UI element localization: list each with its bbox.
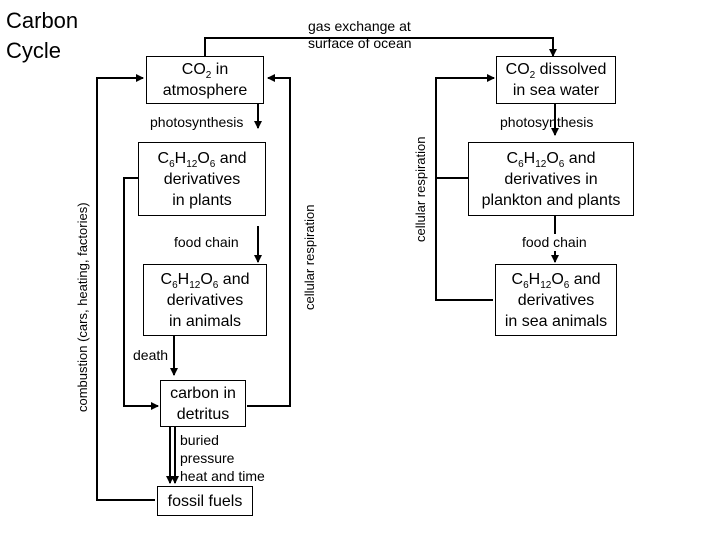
detritus-box bbox=[160, 380, 246, 427]
co2-atmosphere-line-2: atmosphere bbox=[162, 82, 248, 99]
sea-animals-line-2: derivatives bbox=[517, 291, 595, 309]
plankton-formula: $C_6H_{12}O_6$ and bbox=[506, 149, 596, 170]
animals-line-2: derivatives bbox=[166, 291, 244, 309]
co2-sea-water-line-1: $CO_2$ dissolved bbox=[505, 61, 607, 81]
photosynthesis-left-label: photosynthesis bbox=[150, 114, 244, 130]
co2-atmosphere-box bbox=[146, 56, 264, 104]
plants-formula: $C_6H_{12}O_6$ and bbox=[157, 149, 247, 170]
death-label: death bbox=[133, 347, 169, 363]
gas-exchange-label bbox=[308, 18, 412, 52]
animals-formula: $C_6H_{12}O_6$ and bbox=[160, 270, 250, 291]
gas-exchange-line-1: gas exchange at bbox=[308, 18, 411, 34]
plants-line-2: derivatives bbox=[163, 170, 241, 188]
title-line-1: Carbon bbox=[6, 8, 79, 33]
co2-atmosphere-line-1: $CO_2$ in bbox=[181, 61, 229, 81]
buried-line-1: buried bbox=[180, 432, 219, 448]
co2-sea-water-box bbox=[496, 56, 616, 104]
plankton-line-3: plankton and plants bbox=[481, 191, 621, 209]
plankton-box bbox=[468, 142, 634, 216]
cellular-respiration-mid-label: cellular respiration bbox=[302, 204, 317, 310]
combustion-label: combustion (cars, heating, factories) bbox=[75, 202, 90, 412]
buried-line-3: heat and time bbox=[180, 468, 265, 484]
plants-line-3: in plants bbox=[172, 191, 232, 209]
animals-line-3: in animals bbox=[168, 312, 242, 330]
page-title bbox=[6, 6, 78, 66]
plankton-line-2: derivatives in bbox=[504, 170, 598, 188]
title-line-2: Cycle bbox=[6, 38, 62, 63]
buried-label bbox=[180, 431, 265, 485]
buried-line-2: pressure bbox=[180, 450, 235, 466]
fossil-fuels-box bbox=[157, 486, 253, 516]
detritus-line-2: detritus bbox=[176, 405, 230, 423]
plants-box bbox=[138, 142, 266, 216]
photosynthesis-right-label: photosynthesis bbox=[500, 114, 594, 130]
sea-animals-formula: $C_6H_{12}O_6$ and bbox=[511, 270, 601, 291]
co2-sea-water-line-2: in sea water bbox=[512, 82, 600, 99]
animals-box bbox=[143, 264, 267, 336]
cellular-respiration-right-label: cellular respiration bbox=[413, 136, 428, 242]
detritus-line-1: carbon in bbox=[170, 384, 236, 402]
gas-exchange-line-2: surface of ocean bbox=[308, 35, 412, 51]
sea-animals-box bbox=[495, 264, 617, 336]
food-chain-left-label: food chain bbox=[174, 234, 239, 250]
cellular-respiration-mid-arrow bbox=[247, 78, 290, 406]
sea-animals-line-3: in sea animals bbox=[504, 312, 608, 330]
food-chain-right-label: food chain bbox=[522, 234, 587, 250]
fossil-fuels-label: fossil fuels bbox=[167, 492, 243, 510]
